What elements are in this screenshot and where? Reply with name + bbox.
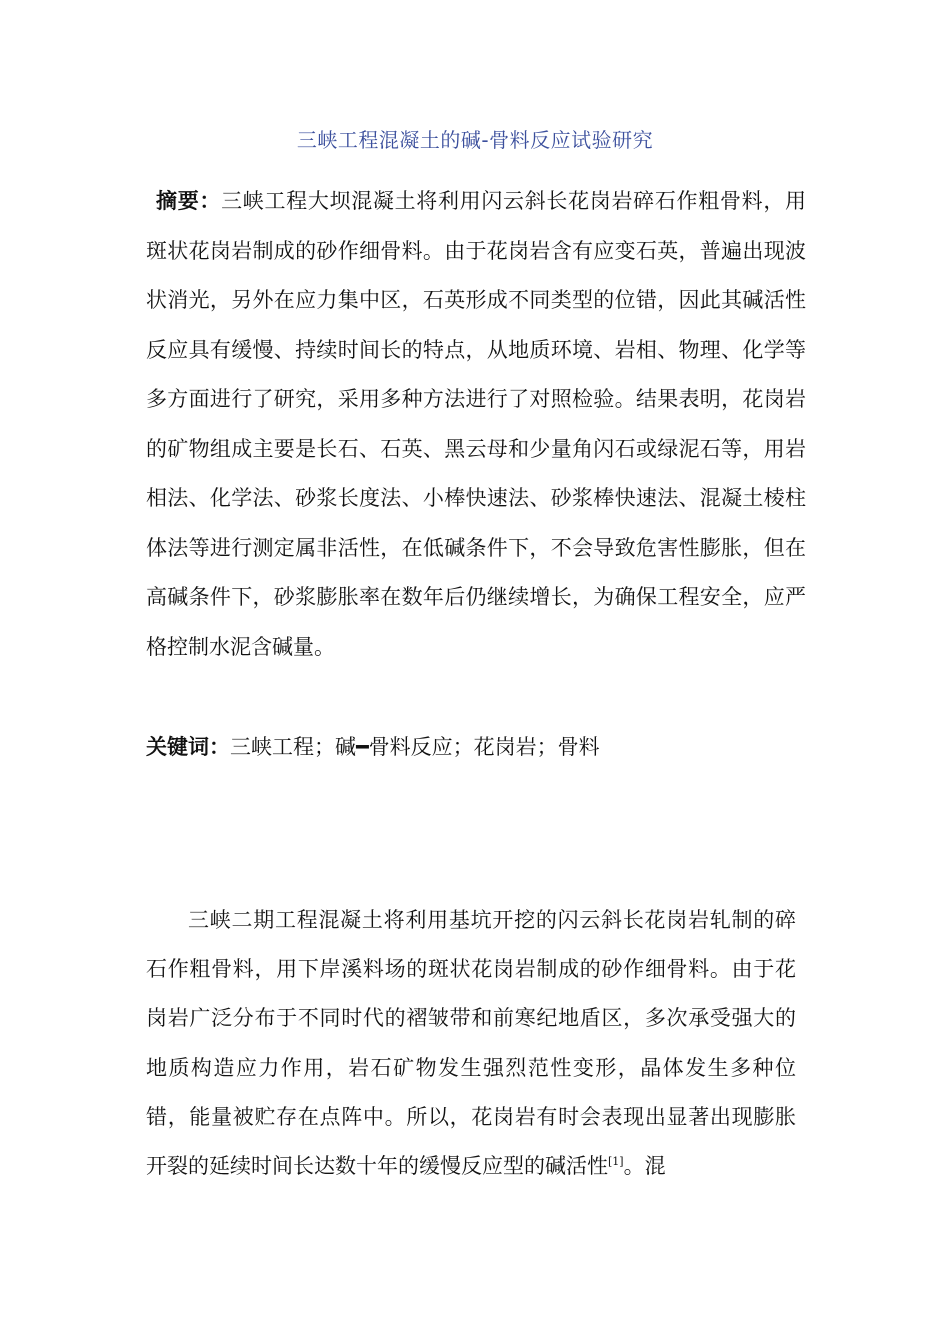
keywords-block [146,731,806,763]
paper-title: 三峡工程混凝土的碱-骨料反应试验研究 [296,128,654,152]
abstract-label: 摘要： [156,189,222,213]
citation-ref[interactable]: [1] [608,1155,624,1169]
keywords-label: 关键词： [146,735,230,759]
body-paragraph-text: 三峡二期工程混凝土将利用基坑开挖的闪云斜长花岗岩轧制的碎石作粗骨料，用下岸溪料场的斑状花岗岩制成的砂作细骨料。由于花岗岩广泛分布于不同时代的褶皱带和前寒纪地盾区，多次承受强大的地质构造应力作用，岩石矿物发生强烈范性变形，晶体发生多种位错，能量被贮存在点阵中。所以，花岗岩有时会表现出显著出现膨胀开裂的延续时间长达数十年的缓慢反应型的碱活性 [146,908,796,1179]
abstract-block [146,177,806,672]
body-paragraph-tail: 。混 [623,1154,666,1179]
body-paragraph [146,896,796,1191]
keywords-text: 三峡工程；碱━骨料反应；花岗岩；骨料 [230,735,600,759]
abstract-text: 三峡工程大坝混凝土将利用闪云斜长花岗岩碎石作粗骨料，用斑状花岗岩制成的砂作细骨料。由于花岗岩含有应变石英，普遍出现波状消光，另外在应力集中区，石英形成不同类型的位错，因此其碱活性反应具有缓慢、持续时间长的特点，从地质环境、岩相、物理、化学等多方面进行了研究，采用多种方法进行了对照检验。结果表明，花岗岩的矿物组成主要是长石、石英、黑云母和少量角闪石或绿泥石等，用岩相法、化学法、砂浆长度法、小棒快速法、砂浆棒快速法、混凝土棱柱体法等进行测定属非活性，在低碱条件下，不会导致危害性膨胀，但在高碱条件下，砂浆膨胀率在数年后仍继续增长，为确保工程安全，应严格控制水泥含碱量。 [146,189,807,659]
